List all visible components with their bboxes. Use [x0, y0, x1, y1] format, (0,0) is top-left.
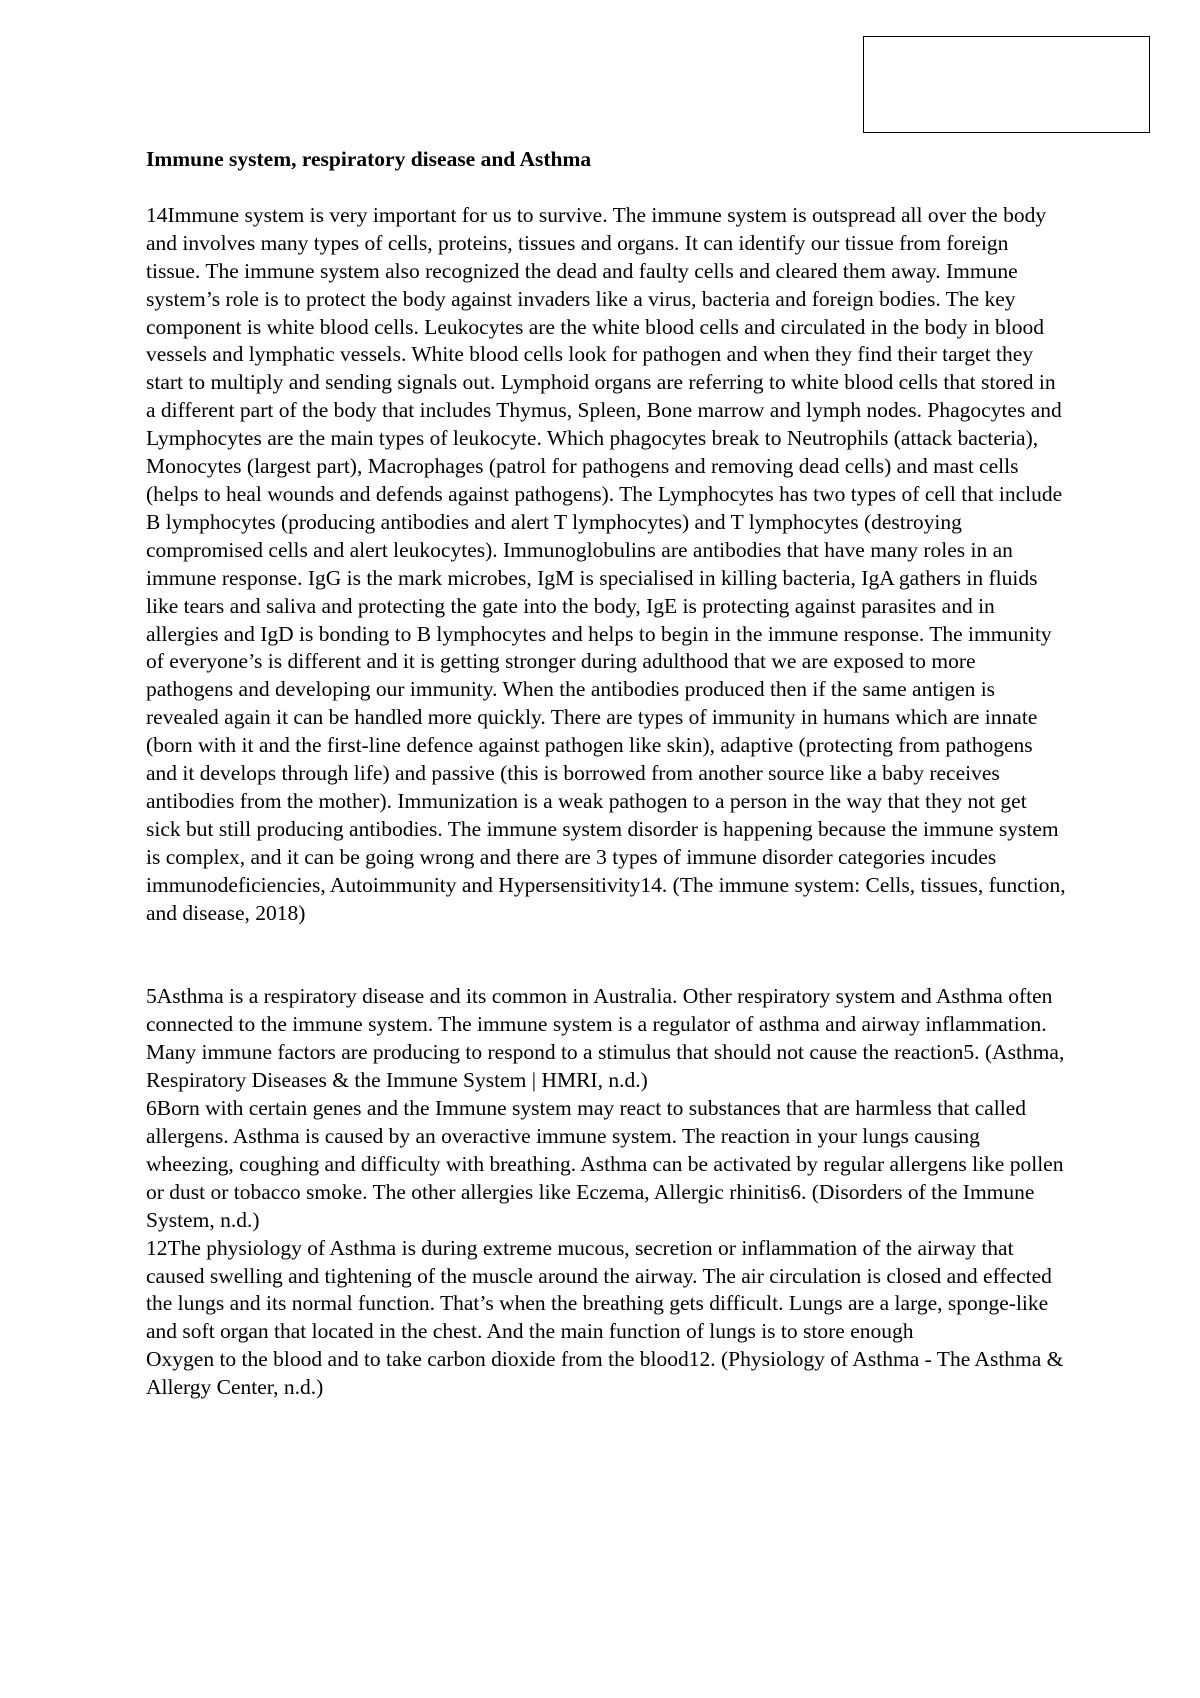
paragraph-asthma-respiratory: 5Asthma is a respiratory disease and its common in Australia. Other respiratory system and Asthma often connected to the immune system. The immune system is a regulator of asthma and airway inflammation. Many immune factors are producing to respond to a stimulus that should not cause the reaction5. (Asthma, Respiratory Diseases & the Immune System | HMRI, n.d.)	[146, 984, 1065, 1093]
paragraph-oxygen-lungs: Oxygen to the blood and to take carbon dioxide from the blood12. (Physiology of Asthma - The Asthma & Allergy Center, n.d.)	[146, 1347, 1064, 1400]
paragraph-immune-system: 14Immune system is very important for us to survive. The immune system is outspread all over the body and involves many types of cells, proteins, tissues and organs. It can identify our tissue from foreign tissue. The immune system also recognized the dead and faulty cells and cleared them away. Immune system’s role is to protect the body against invaders like a virus, bacteria and foreign bodies. The key component is white blood cells. Leukocytes are the white blood cells and circulated in the body in blood vessels and lymphatic vessels. White blood cells look for pathogen and when they find their target they start to multiply and sending signals out. Lymphoid organs are referring to white blood cells that stored in a different part of the body that includes Thymus, Spleen, Bone marrow and lymph nodes. Phagocytes and Lymphocytes are the main types of leukocyte. Which phagocytes break to Neutrophils (attack bacteria), Monocytes (largest part), Macrophages (patrol for pathogens and removing dead cells) and mast cells (helps to heal wounds and defends against pathogens). The Lymphocytes has two types of cell that include B lymphocytes (producing antibodies and alert T lymphocytes) and T lymphocytes (destroying compromised cells and alert leukocytes). Immunoglobulins are antibodies that have many roles in an immune response. IgG is the mark microbes, IgM is specialised in killing bacteria, IgA gathers in fluids like tears and saliva and protecting the gate into the body, IgE is protecting against parasites and in allergies and IgD is bonding to B lymphocytes and helps to begin in the immune response. The immunity of everyone’s is different and it is getting stronger during adulthood that we are exposed to more pathogens and developing our immunity. When the antibodies produced then if the same antigen is revealed again it can be handled more quickly. There are types of immunity in humans which are innate (born with it and the first-line defence against pathogen like skin), adaptive (protecting from pathogens and it develops through life) and passive (this is borrowed from another source like a baby receives antibodies from the mother). Immunization is a weak pathogen to a person in the way that they not get sick but still producing antibodies. The immune system disorder is happening because the immune system is complex, and it can be going wrong and there are 3 types of immune disorder categories incudes immunodeficiencies, Autoimmunity and Hypersensitivity14. (The immune system: Cells, tissues, function, and disease, 2018)	[146, 202, 1066, 925]
empty-corner-box	[863, 36, 1150, 133]
document-title: Immune system, respiratory disease and Asthma	[146, 147, 592, 171]
document-body	[146, 146, 1066, 1402]
paragraph-asthma-physiology: 12The physiology of Asthma is during extreme mucous, secretion or inflammation of the airway that caused swelling and tightening of the muscle around the airway. The air circulation is closed and effected the lungs and its normal function. That’s when the breathing gets difficult. Lungs are a large, sponge-like and soft organ that located in the chest. And the main function of lungs is to store enough	[146, 1235, 1052, 1344]
paragraph-asthma-allergens: 6Born with certain genes and the Immune system may react to substances that are harmless that called allergens. Asthma is caused by an overactive immune system. The reaction in your lungs causing wheezing, coughing and difficulty with breathing. Asthma can be activated by regular allergens like pollen or dust or tobacco smoke. The other allergies like Eczema, Allergic rhinitis6. (Disorders of the Immune System, n.d.)	[146, 1096, 1064, 1232]
